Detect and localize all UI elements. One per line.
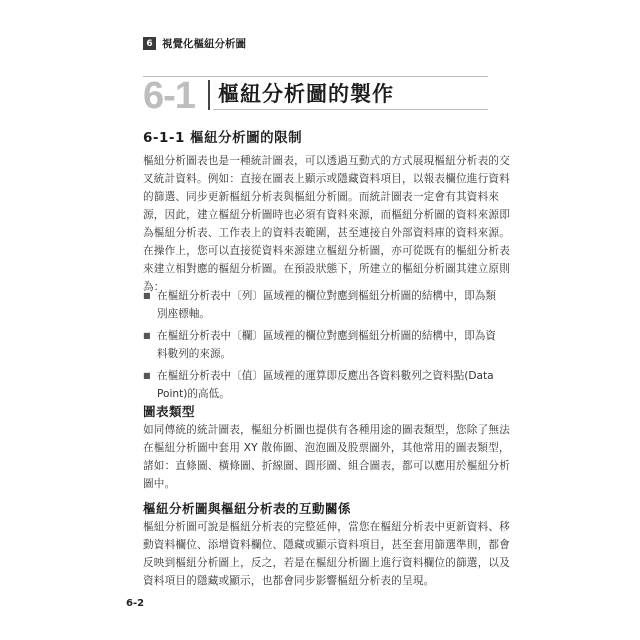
- list-item: [143, 367, 493, 403]
- list-item-line: 在樞紐分析表中〔列〕區域裡的欄位對應到樞紐分析圖的結構中，即為類: [157, 290, 496, 302]
- paragraph-line: 在樞紐分析圖中套用 XY 散佈圖、泡泡圖及股票圖外，其他常用的圖表類型，: [143, 442, 510, 454]
- square-bullet-icon: ■: [143, 331, 151, 340]
- paragraph-line: 為樞紐分析表、工作表上的資料表範圍，甚至連接自外部資料庫的資料來源。: [143, 227, 510, 239]
- interaction-paragraph: [143, 518, 510, 590]
- square-bullet-icon: ■: [143, 291, 151, 300]
- list-item-line: Point)的高低。: [157, 388, 230, 400]
- list-item: [143, 287, 496, 323]
- paragraph-line: 諸如：直條圖、橫條圖、折線圖、圓形圖、組合圖表，都可以應用於樞紐分析: [143, 460, 510, 472]
- section-title: 樞紐分析圖的製作: [218, 82, 394, 106]
- chapter-number-badge: 6: [143, 37, 156, 50]
- paragraph-line: 源，因此，建立樞紐分析圖時也必須有資料來源，而樞紐分析圖的資料來源即: [143, 209, 510, 221]
- section-number: 6-1: [143, 75, 195, 117]
- subsection-title: 6-1-1 樞紐分析圖的限制: [143, 130, 303, 146]
- chart-types-heading: 圖表類型: [143, 404, 196, 419]
- section-divider-bar: [208, 80, 210, 110]
- list-item: [143, 327, 496, 363]
- paragraph-line: 樞紐分析圖表也是一種統計圖表，可以透過互動式的方式展現樞紐分析表的交: [143, 155, 510, 167]
- paragraph-line: 圖中。: [143, 478, 176, 490]
- paragraph-line: 來建立相對應的樞紐分析圖。在預設狀態下，所建立的樞紐分析圖其建立原則: [143, 263, 510, 275]
- paragraph-line: 資料項目的隱藏或顯示，也都會同步影響樞紐分析表的呈現。: [143, 575, 435, 587]
- running-header: [143, 36, 246, 51]
- section-bottom-rule: [213, 109, 488, 110]
- list-item-line: 別座標軸。: [157, 308, 210, 320]
- paragraph-line: 叉統計資料。例如：直接在圖表上顯示或隱藏資料項目，以報表欄位進行資料: [143, 173, 510, 185]
- paragraph-line: 在操作上，您可以直接從資料來源建立樞紐分析圖，亦可從既有的樞紐分析表: [143, 245, 510, 257]
- page-number: 6-2: [126, 598, 145, 609]
- paragraph-line: 為：: [143, 281, 165, 293]
- interaction-heading: 樞紐分析圖與樞紐分析表的互動關係: [143, 501, 352, 516]
- chart-types-paragraph: [143, 421, 510, 493]
- list-item-line: 在樞紐分析表中〔值〕區域裡的運算即反應出各資料數列之資料點(Data: [157, 370, 494, 382]
- chapter-title: 視覺化樞紐分析圖: [162, 38, 246, 50]
- rules-list: [143, 287, 496, 407]
- list-item-line: 在樞紐分析表中〔欄〕區域裡的欄位對應到樞紐分析圖的結構中，即為資: [157, 330, 496, 342]
- paragraph-line: 樞紐分析圖可說是樞紐分析表的完整延伸，當您在樞紐分析表中更新資料、移: [143, 521, 510, 533]
- square-bullet-icon: ■: [143, 371, 151, 380]
- paragraph-line: 的篩選、同步更新樞紐分析表與樞紐分析圖。而統計圖表一定會有其資料來: [143, 191, 500, 203]
- list-item-line: 料數列的來源。: [157, 348, 232, 360]
- paragraph-line: 動資料欄位、添增資料欄位、隱藏或顯示資料項目，甚至套用篩選準則，都會: [143, 539, 510, 551]
- paragraph-line: 如同傳統的統計圖表，樞紐分析圖也提供有各種用途的圖表類型，您除了無法: [143, 424, 510, 436]
- paragraph-line: 反映到樞紐分析圖上，反之，若是在樞紐分析圖上進行資料欄位的篩選，以及: [143, 557, 510, 569]
